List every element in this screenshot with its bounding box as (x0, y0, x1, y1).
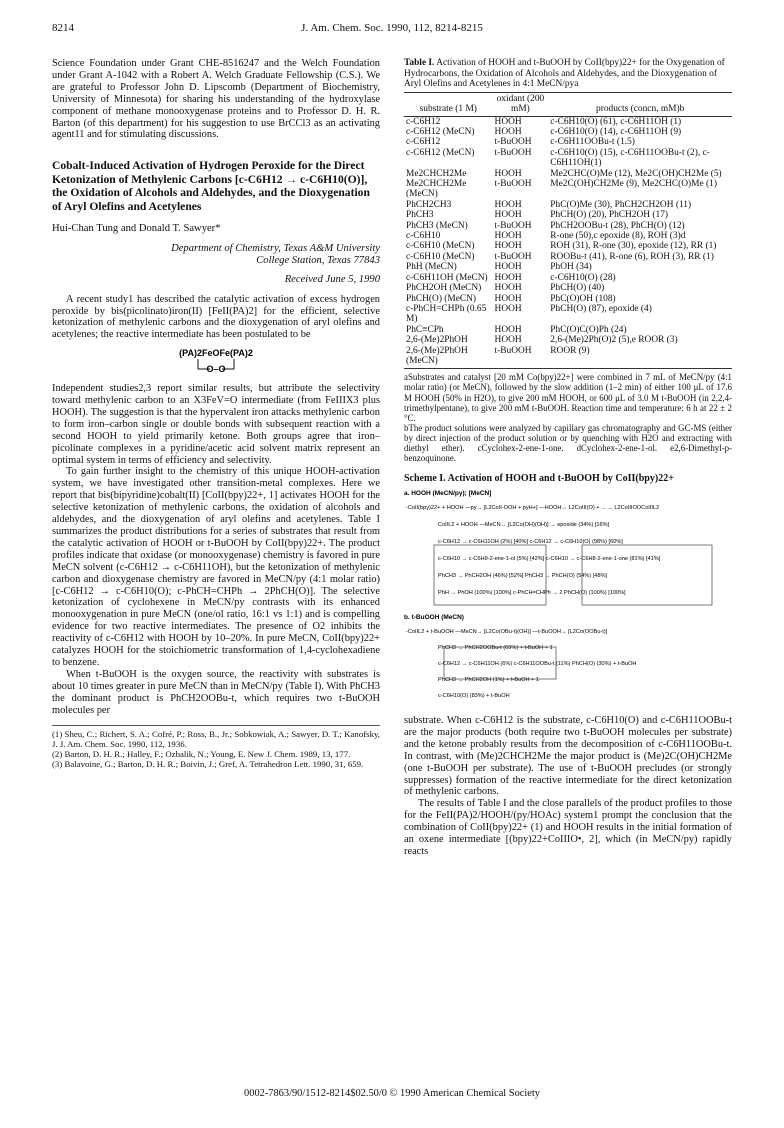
scheme-part-a-label: a. HOOH (MeCN/py); [MeCN] (404, 490, 492, 498)
table-row (404, 221, 732, 231)
table-row (404, 335, 732, 345)
table-cell: c-C6H10(O) (15), c-C6H11OOBu-t (2), c-C6H11OH(1) (550, 147, 710, 169)
table-cell: HOOH (494, 199, 522, 210)
table-cell: HOOH (494, 335, 522, 346)
table-caption-text: Activation of HOOH and t-BuOOH by CoII(bpy)22+ for the Oxygenation of Hydrocarbons, the Oxidation of Alcohols and Aldehydes, and the Dioxygenation of Aryl Olefins and Acetylenes in 4:1 MeCN/pya (404, 58, 725, 90)
table-footnote-b: bThe product solutions were analyzed by capillary gas chromatography and GC-MS (either by direct injection of the product solution or by quenching with H2O and extracting with diethyl ether). cCyclohex-2-ene-1-one. dCyclohex-2-ene-1-ol. e2,6-Dimethyl-p-benzoquinone. (404, 422, 733, 464)
scheme-part-b (406, 629, 636, 699)
table-cell: R-one (50),c epoxide (8), ROH (3)d (550, 231, 686, 242)
table-caption-label: Table I. (404, 58, 435, 68)
table-cell: PhOH (34) (550, 262, 592, 273)
table-cell: HOOH (494, 283, 522, 294)
paragraph-2: Independent studies2,3 report similar results, but attribute the selectivity toward methylenic carbon to an X3FeV=O intermediate (from FeIIIX3 plus HOOH). The suggestion is that the hypervalent iron attacks methylenic carbon to form iron–carbon single or double bonds with subsequent reaction with a second HOOH to yield primarily ketone. Both groups agree that iron–picolinate complexes in a pyridine/acetic acid solvent matrix represent an optimal system in terms of efficiency and selectivity. (52, 383, 380, 466)
paragraph-1: A recent study1 has described the catalytic activation of excess hydrogen peroxide by bis(picolinato)iron(II) [FeII(PA)2] for the efficient, selective ketonization of methylenic carbons and the dioxygenation of aryl olefins and acetylenes; the reactive intermediate has been postulated to be (52, 293, 380, 341)
table-row (404, 346, 732, 369)
structure-top-text: (PA)2FeOFe(PA)2 (179, 348, 253, 359)
table-cell: t-BuOOH (494, 137, 532, 148)
scheme-part-a (406, 505, 661, 596)
table-cell: 2,6-(Me)2PhOH (MeCN) (404, 346, 493, 369)
table-row (404, 241, 732, 251)
page-number: 8214 (52, 22, 74, 34)
table-cell: PhC(O)OH (108) (550, 293, 616, 304)
table-row (404, 294, 732, 304)
table-footnote-a: aSubstrates and catalyst [20 mM Co(bpy)22+] were combined in 7 mL of MeCN/py (4:1 molar ratio) (or MeCN), followed by the slow addition (1–2 min) of either 100 μL of 17.6 M HOOH (50% in H2O), to give 200 mM HOOH, or 600 μL of 3.0 M t-BuOOH (in 2,2,4-trimethylpentane), to give 200 mM t-BuOOH. Reaction time and temperature: 6 h at 22 ± 2 °C. (404, 372, 732, 423)
table-cell: ROOBu-t (41), R-one (6), ROH (3), RR (1) (550, 251, 714, 262)
right-column (404, 58, 732, 858)
table-cell: PhCH3 (406, 210, 434, 221)
table-cell: ROH (31), R-one (30), epoxide (12), RR (1) (550, 241, 717, 252)
scheme-line: c-C6H12 → c-C6H11OH (2%) [40%] c-C6H12 → c-C6H10(O) (98%) [60%] (438, 539, 623, 546)
affiliation-city: College Station, Texas 77843 (256, 255, 380, 267)
table-cell: Me2CHC(O)Me (12), Me2C(OH)CH2Me (5) (550, 168, 722, 179)
paragraph-5: substrate. When c-C6H12 is the substrate, c-C6H10(O) and c-C6H11OOBu-t are the major products (both require two t-BuOOH molecules per substrate) and the ketone probably results from the decomposition of c-C6H11OOBu-t. In contrast, with (Me)2CHCH2Me the major product is (Me)2C(OH)CH2Me (one t-BuOOH per substrate). The use of t-BuOOH precludes (or strongly suppresses) formation of the reactive intermediate for the direct ketonization of methylenic carbons. (404, 715, 732, 798)
table-footnotes (404, 372, 732, 463)
table-cell: c-PhCH=CHPh (0.65 M) (406, 303, 487, 325)
left-column (52, 58, 380, 769)
table-cell: c-C6H11OOBu-t (1.5) (550, 137, 635, 148)
scheme-title: Scheme I. Activation of HOOH and t-BuOOH by CoII(bpy)22+ (404, 473, 674, 485)
scheme-line: PhCH3 → PhCH2OH (46%) [52%] PhCH3 → PhCH(O) (54%) [48%] (438, 573, 608, 580)
page-header (52, 22, 732, 36)
table-row (404, 137, 732, 147)
table-header-0: substrate (1 M) (404, 92, 493, 116)
scheme-line: PhCH3 → PhCH2OOBu-t (69%) + t-BuOH + 1 (438, 645, 553, 652)
scheme-line: -CoII(bpy)22+ + HOOH —py→ [L2CoII-OOH + pyH+] —HOOH→ L2CoIII(O) + ... → L2CoIIIOOCoIIIL2 (406, 505, 660, 512)
footnote-2: (2) Barton, D. H. R.; Halley, F.; Ozbalik, N.; Young, E. New J. Chem. 1989, 13, 177. (52, 748, 351, 759)
table-cell: HOOH (494, 210, 522, 221)
table-row (404, 283, 732, 293)
scheme-line: PhH → PhOH (100%) [100%] c-PhCH=CHPh → 2 PhCH(O) (100%) [100%] (438, 590, 626, 597)
table-cell: 2,6-(Me)2PhOH (406, 335, 468, 346)
scheme-1-diagram (404, 487, 732, 709)
table-cell: Me2C(OH)CH2Me (9), Me2CHC(O)Me (1) (550, 179, 717, 190)
table-cell: t-BuOOH (494, 179, 532, 190)
table-row (404, 116, 732, 127)
table-row (404, 179, 732, 200)
table-cell: PhH (MeCN) (406, 262, 457, 273)
table-cell: PhC≡CPh (406, 324, 444, 335)
table-cell: Me2CHCH2Me (MeCN) (406, 179, 467, 200)
table-cell: HOOH (494, 262, 522, 273)
table-cell: HOOH (494, 127, 522, 137)
table-cell: PhC(O)Me (30), PhCH2CH2OH (11) (550, 199, 692, 210)
table-cell: HOOH (494, 168, 522, 179)
table-row (404, 127, 732, 137)
table-cell: HOOH (494, 241, 522, 252)
table-1 (404, 92, 732, 370)
table-cell: c-C6H10 (MeCN) (406, 241, 475, 252)
scheme-line: PhCH3 → PhCH2OH (1%) + t-BuOH + 1 (438, 677, 540, 684)
table-cell: c-C6H10(O) (14), c-C6H11OH (9) (550, 127, 682, 137)
structure-bridge-text: O–O (206, 364, 226, 375)
table-cell: c-C6H10 (406, 231, 441, 242)
table-cell: HOOH (494, 116, 522, 127)
table-cell: PhCH2OOBu-t (28), PhCH(O) (12) (550, 220, 685, 231)
table-cell: ROOR (9) (548, 346, 732, 369)
table-cell: PhCH3 (MeCN) (406, 220, 468, 231)
table-header-1: oxidant (200 mM) (493, 92, 549, 116)
table-cell: PhC(O)C(O)Ph (24) (550, 324, 627, 335)
table-row (404, 252, 732, 262)
paragraph-4: When t-BuOOH is the oxygen source, the reactivity with substrates is about 10 times greater in pure MeCN than in MeCN/py (Table I). With PhCH3 the dominant product is PhCH2OOBu-t, which requires two t-BuOOH molecules per (52, 668, 380, 716)
table-cell: c-C6H10(O) (28) (550, 272, 616, 283)
scheme-line: c-C6H12 → c-C6H11OH (6%) c-C6H11OOBu-t (11%) PhCH(O) (30%) + t-BuOH (438, 661, 637, 668)
table-cell: PhCH(O) (MeCN) (406, 293, 477, 304)
table-cell: PhCH(O) (87), epoxide (4) (550, 303, 652, 314)
affiliation (52, 243, 380, 268)
authors: Hui-Chan Tung and Donald T. Sawyer* (52, 222, 221, 234)
table-cell: c-C6H12 (406, 116, 441, 127)
table-cell: PhCH(O) (20), PhCH2OH (17) (550, 210, 669, 221)
table-header-2: products (concn, mM)b (548, 92, 732, 116)
table-cell: c-C6H12 (406, 137, 441, 148)
table-cell: HOOH (494, 303, 522, 314)
table-cell: 2,6-(Me)2Ph(O)2 (5),e ROOR (3) (550, 335, 678, 346)
table-cell: PhCH2CH3 (406, 199, 452, 210)
journal-citation: J. Am. Chem. Soc. 1990, 112, 8214-8215 (301, 22, 483, 34)
table-cell: c-C6H11OH (MeCN) (406, 272, 488, 283)
table-caption (404, 58, 732, 90)
table-row (404, 304, 732, 325)
table-row (404, 231, 732, 241)
affiliation-department: Department of Chemistry, Texas A&M University (171, 242, 380, 254)
scheme-part-b-label: b. t-BuOOH (MeCN) (404, 614, 464, 622)
table-cell: HOOH (494, 293, 522, 304)
table-row (404, 200, 732, 210)
paragraph-6: The results of Table I and the close parallels of the product profiles to those for the FeII(PA)2/HOOH/(py/HOAc) system1 prompt the conclusion that the combination of CoII(bpy)22+ (1) and HOOH results in the initial formation of an oxene intermediate [(bpy)22+CoIIIO•, 2], which (in MeCN/py) rapidly reacts (404, 798, 732, 857)
intermediate-structure (52, 345, 380, 379)
table-cell: Me2CHCH2Me (406, 168, 467, 179)
table-row (404, 262, 732, 272)
scheme-line: -CoIIL2 + t-BuOOH —MeCN→ [L2Co(OBu-t)(OH)] —t-BuOOH→ [L2Co(OOBu-t)] (406, 629, 608, 636)
table-row (404, 148, 732, 169)
table-cell: c-C6H12 (MeCN) (406, 127, 475, 137)
footnotes (52, 725, 380, 770)
page-footer: 0002-7863/90/1512-8214$02.50/0 © 1990 American Chemical Society (244, 1088, 540, 1099)
table-cell: t-BuOOH (493, 346, 549, 369)
table-row (404, 169, 732, 179)
table-cell: PhCH2OH (MeCN) (406, 283, 482, 294)
paragraph-3: To gain further insight to the chemistry of this unique HOOH-activation system, we have investigated other transition-metal complexes. Here we report that bis(bipyridine)cobalt(II) [CoII(bpy)22+, 1] activates HOOH for the selective ketonization of methylenic carbons, the oxidation of alcohols and aldehydes, and the dioxygenation of aryl olefins and acetylenes. Table I summarizes the product distributions for a series of substrates that result from the catalytic activation of HOOH or t-BuOOH by CoII(bpy)22+. The product profiles indicate that oxidase (or monooxygenase) chemistry is favored in pure MeCN solvent (c-C6H12 → c-C6H11OH), but the ketonization of methylenic carbon and dioxygenase chemistry are favored in MeCN/py (4:1 molar ratio) [c-C6H12 → c-C6H10(O); c-PhCH=CHPh → 2PhCH(O)]. The selective ketonization of cyclohexene in MeCN/py contrasts with its enhanced monooxygenation in pure MeCN (one/ol ratio, 16:1 vs 1:1) and is compelling evidence for two reactive intermediates. The presence of O2 inhibits the reactivity of c-C6H12 with HOOH by 10–20%. In pure MeCN, CoII(bpy)22+ catalyzes HOOH for the stoichiometric transformation of 1,4-cyclohexadiene to benzene. (52, 466, 380, 668)
footnote-1: (1) Sheu, C.; Richert, S. A.; Cofré, P.; Ross, B., Jr.; Sobkowiak, A.; Sawyer, D. T.; Kanofsky, J. J. Am. Chem. Soc. 1990, 112, 1936. (52, 728, 380, 749)
table-cell: HOOH (494, 272, 522, 283)
table-cell: HOOH (494, 324, 522, 335)
scheme-line: c-C6H10(O) (83%) + t-BuOH (438, 693, 510, 700)
received-date: Received June 5, 1990 (284, 273, 380, 285)
table-cell: c-C6H10(O) (61), c-C6H11OH (1) (550, 116, 682, 127)
table-cell: HOOH (494, 231, 522, 242)
scheme-line: CoIIL2 + HOOH —MeCN→ [L2Co(OH)(OH)] → epoxide (34%) [16%] (438, 522, 610, 529)
footnote-3: (3) Balavoine, G.; Barton, D. H. R.; Boivin, J.; Gref, A. Tetrahedron Lett. 1990, 31, 659. (52, 759, 364, 770)
article-title: Cobalt-Induced Activation of Hydrogen Peroxide for the Direct Ketonization of Methylenic Carbons [c-C6H12 → c-C6H10(O)], the Oxidation of Alcohols and Aldehydes, and the Dioxygenation of Aryl Olefins and Acetylenes (52, 159, 370, 213)
table-cell: PhCH(O) (40) (550, 283, 605, 294)
table-cell: t-BuOOH (494, 147, 532, 158)
table-cell: t-BuOOH (494, 220, 532, 231)
table-cell: c-C6H10 (MeCN) (406, 251, 475, 262)
table-cell: t-BuOOH (494, 251, 532, 262)
table-row (404, 325, 732, 335)
table-cell: c-C6H12 (MeCN) (406, 147, 475, 158)
table-row (404, 210, 732, 220)
acknowledgment: Science Foundation under Grant CHE-8516247 and the Welch Foundation under Grant A-1042 with a Robert A. Welch Graduate Fellowship (C.S.). We are grateful to Professor John D. Lipscomb (Department of Biochemistry, University of Minnesota) for sharing his understanding of the hydroxylase component of methane monooxygenase proteins and to Professor D. H. R. Barton (of this department) for his suggestion to use BrCCl3 as an activating agent11 and for stimulating discussions. (52, 58, 380, 141)
scheme-line: c-C6H10 → c-C6H9-2-ene-1-ol (5%) [42%] c-C6H10 → c-C6H8-2-ene-1-one (81%) [41%] (438, 556, 661, 563)
table-row (404, 273, 732, 283)
